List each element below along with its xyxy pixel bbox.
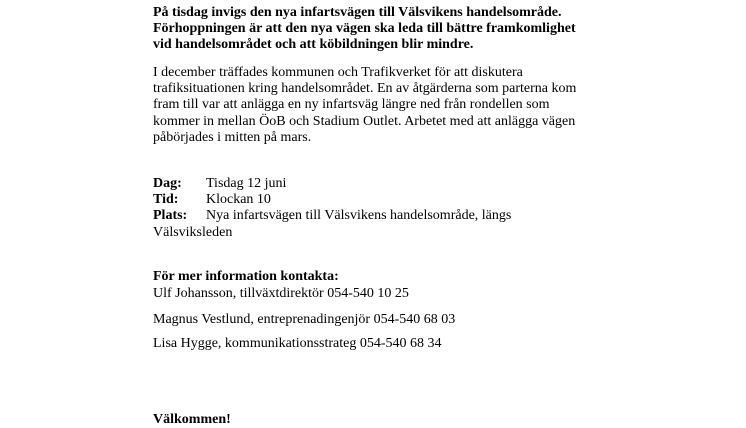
press-release-page xyxy=(153,0,623,427)
day-value: Tisdag 12 juni xyxy=(206,176,287,191)
body-paragraph xyxy=(153,65,623,146)
time-label: Tid: xyxy=(153,192,179,208)
contact-person: Magnus Vestlund, entreprenadingenjör 054-540 68 03 xyxy=(153,312,456,327)
lead-line: vid handelsområdet och att köbildningen blir mindre. xyxy=(153,37,474,53)
lead-line: På tisdag invigs den nya infartsvägen till Välsvikens handelsområde. xyxy=(153,5,562,20)
detail-time xyxy=(153,192,623,208)
event-details xyxy=(153,176,623,241)
body-line: kommer in mellan ÖoB och Stadium Outlet. Arbetet med att anlägga vägen xyxy=(153,113,576,129)
place-label: Plats: xyxy=(153,208,188,224)
detail-place xyxy=(153,208,623,240)
closing-text: Välkommen! xyxy=(153,412,231,427)
day-label: Dag: xyxy=(153,176,182,191)
detail-day xyxy=(153,176,623,192)
place-value-continued: Välsviksleden xyxy=(153,224,233,240)
body-line: I december träffades kommunen och Trafikverket för att diskutera xyxy=(153,65,523,80)
lead-line: Förhoppningen är att den nya vägen ska leda till bättre framkomlighet xyxy=(153,21,576,37)
contact-person: Lisa Hygge, kommunikationsstrateg 054-540 68 34 xyxy=(153,336,442,351)
place-value: Nya infartsvägen till Välsvikens handelsområde, längs xyxy=(206,208,512,224)
body-line: fram till var att anlägga en ny infartsväg längre ned från rondellen som xyxy=(153,97,550,113)
contact-person: Ulf Johansson, tillväxtdirektör 054-540 10 25 xyxy=(153,286,409,301)
body-line: trafiksituationen kring handelsområdet. En av åtgärderna som parterna kom xyxy=(153,81,577,97)
lead-paragraph xyxy=(153,5,623,54)
body-line: påbörjades i mitten på mars. xyxy=(153,129,312,145)
contact-heading: För mer information kontakta: xyxy=(153,269,339,284)
time-value: Klockan 10 xyxy=(206,192,271,208)
